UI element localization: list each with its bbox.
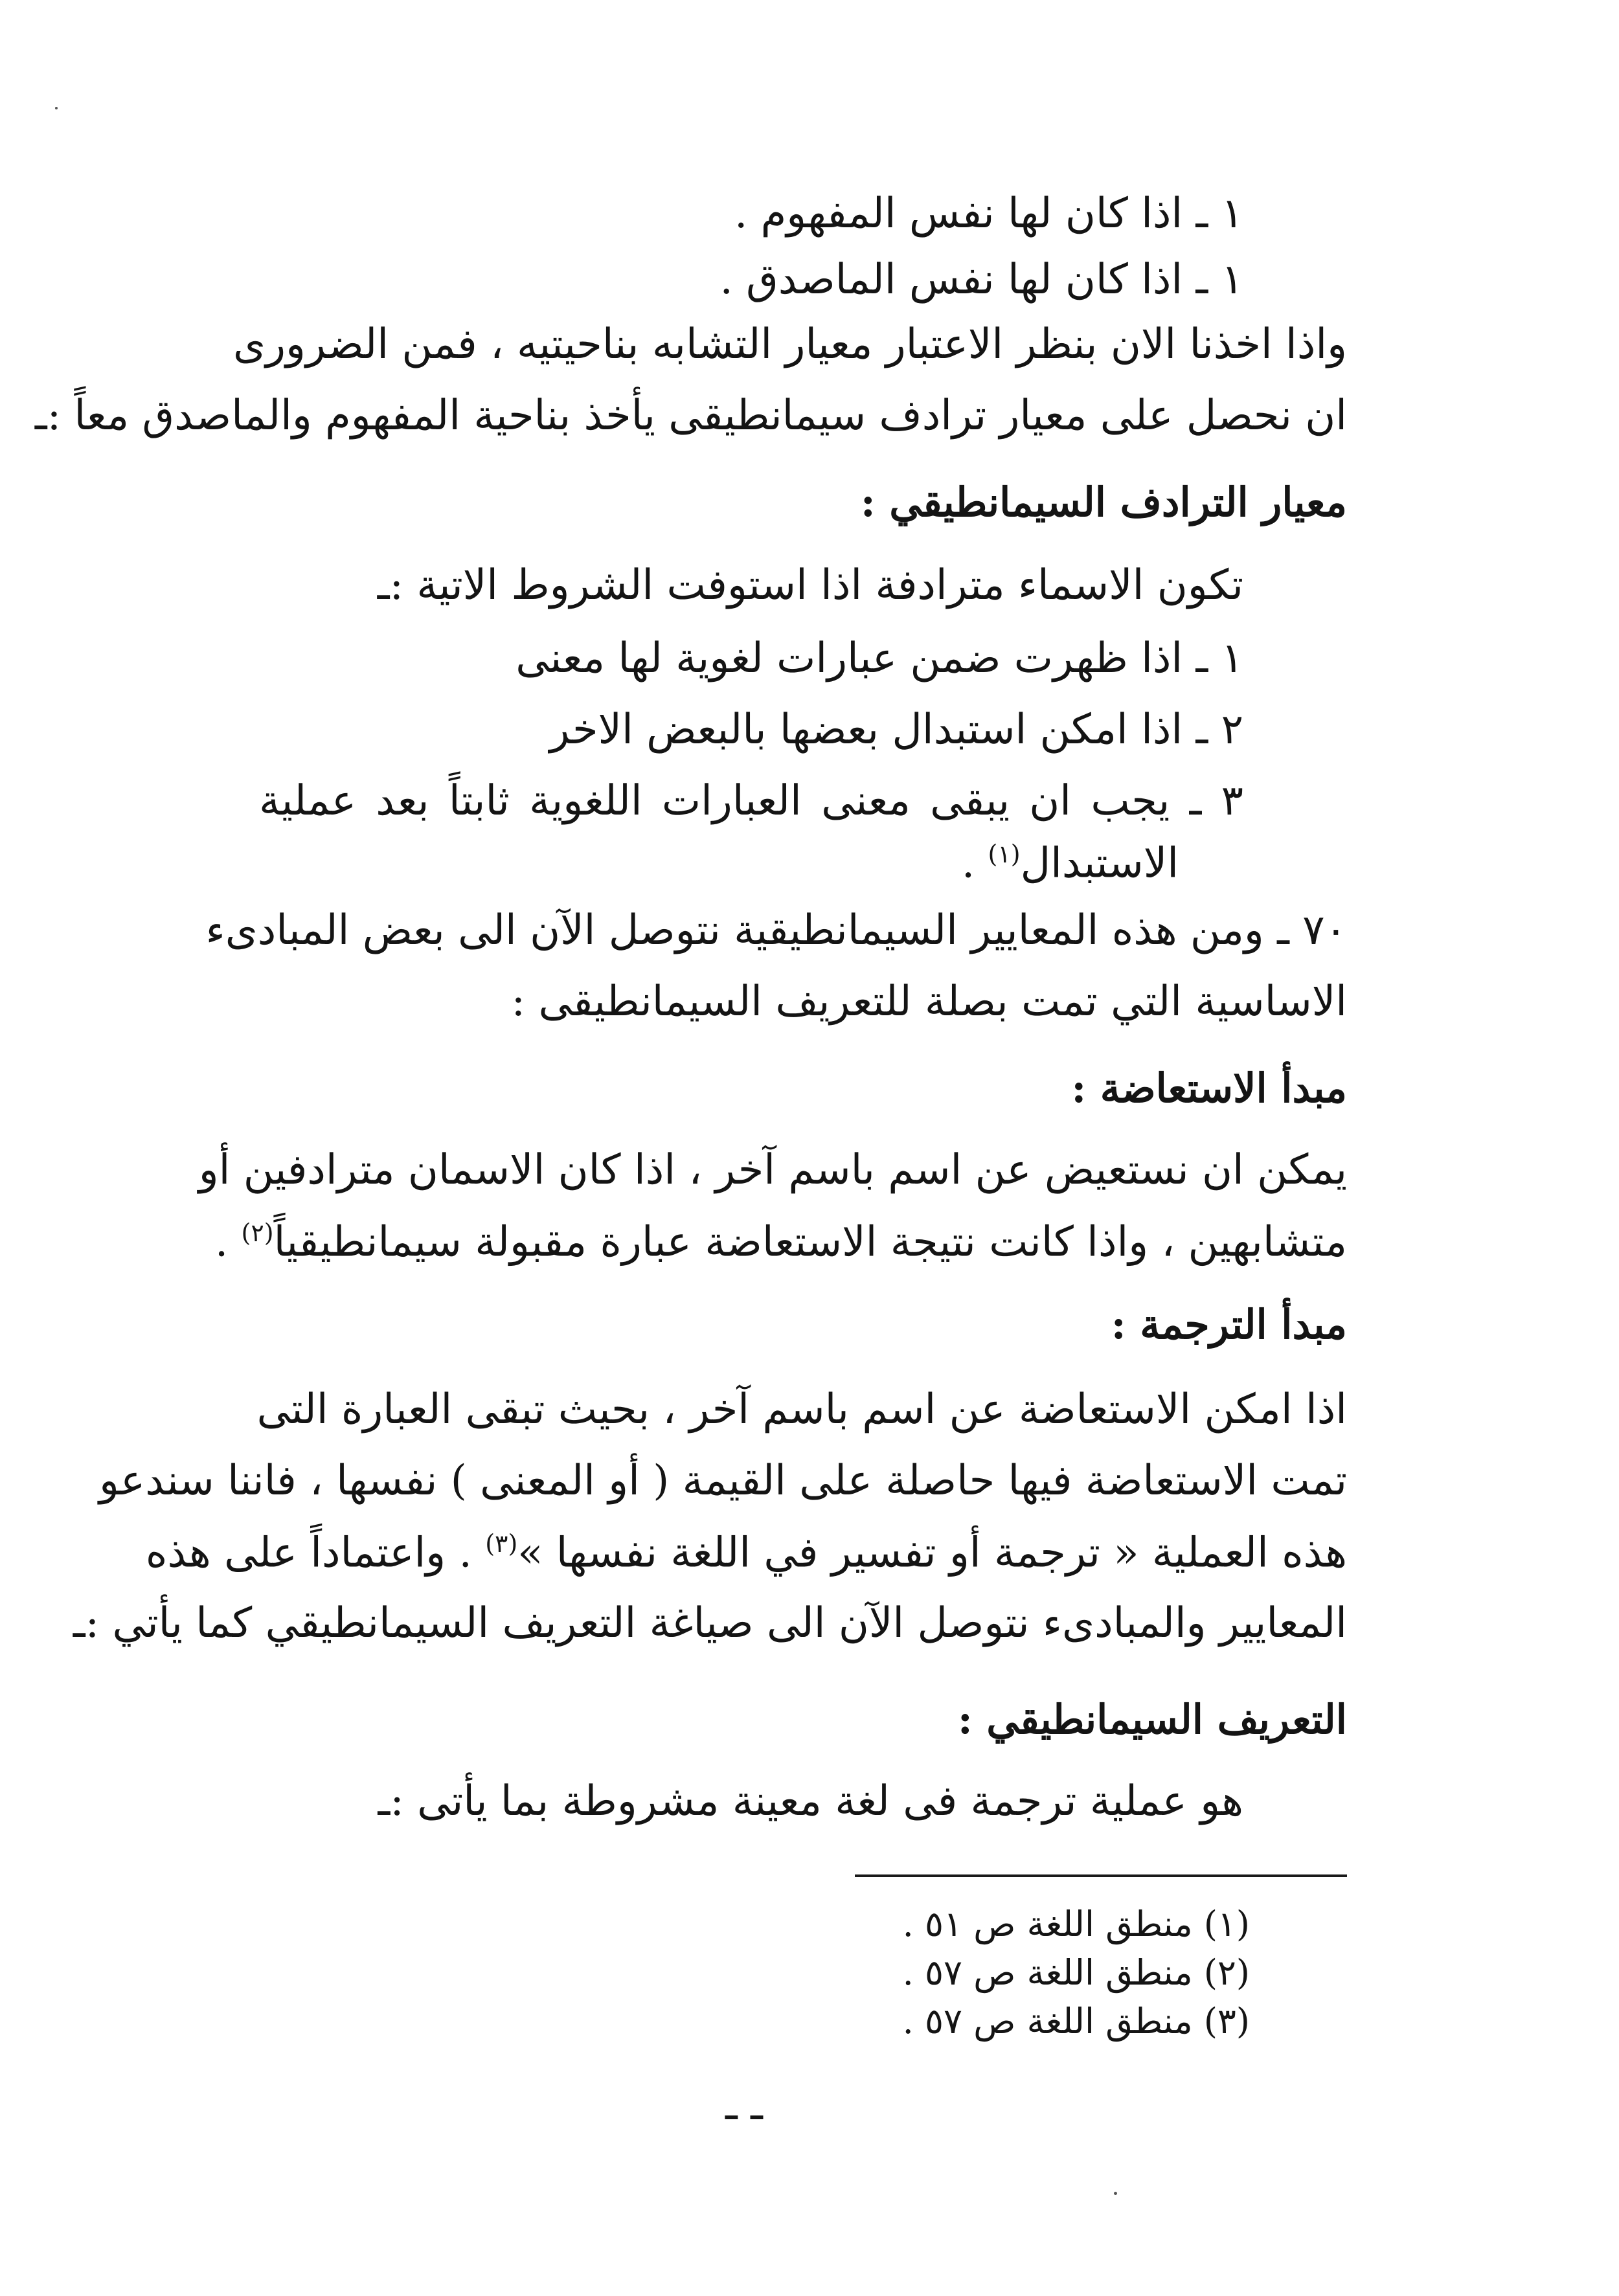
footnote-ref-1: (١) — [988, 840, 1021, 868]
text-line-12: الاساسية التي تمت بصلة للتعريف السيمانطيقى : — [511, 978, 1347, 1026]
text-line-10 — [961, 839, 1179, 888]
heading-semantic-definition: التعريف السيمانطيقي : — [957, 1696, 1347, 1743]
heading-substitution-principle: مبدأ الاستعاضة : — [1071, 1064, 1347, 1112]
footnote-rule — [855, 1874, 1347, 1877]
heading-synonymy-criterion: معيار الترادف السيمانطيقي : — [860, 478, 1347, 526]
text-line-17: اذا امكن الاستعاضة عن اسم باسم آخر ، بحيث تبقى العبارة التى — [256, 1386, 1347, 1434]
text-line-7: ١ ـ اذا ظهرت ضمن عبارات لغوية لها معنى — [515, 635, 1243, 682]
text-line-8: ٢ ـ اذا امكن استبدال بعضها بالبعض الاخر — [549, 706, 1243, 754]
text-line-4: ان نحصل على معيار ترادف سيمانطيقى يأخذ بناحية المفهوم والماصدق معاً :ـ — [34, 392, 1347, 440]
scan-speck — [1114, 2192, 1117, 2195]
text-line-14: يمكن ان نستعيض عن اسم باسم آخر ، اذا كان الاسمان مترادفين أو — [198, 1146, 1347, 1194]
heading-translation-principle: مبدأ الترجمة : — [1111, 1301, 1347, 1348]
text-line-2: ١ ـ اذا كان لها نفس الماصدق . — [719, 256, 1243, 304]
footnote-ref-3: (٣) — [485, 1529, 518, 1558]
text-fragment: . — [214, 1218, 242, 1266]
text-fragment: . واعتماداً على هذه — [145, 1529, 486, 1577]
text-line-18: تمت الاستعاضة فيها حاصلة على القيمة ( أو المعنى ) نفسها ، فاننا سندعو — [98, 1457, 1347, 1505]
text-line-3: واذا اخذنا الان بنظر الاعتبار معيار التشابه بناحيتيه ، فمن الضرورى — [233, 321, 1347, 368]
text-line-19 — [145, 1529, 1347, 1577]
footnote-3: (٣) منطق اللغة ص ٥٧ . — [902, 2001, 1250, 2042]
footnote-1: (١) منطق اللغة ص ٥١ . — [902, 1904, 1250, 1944]
text-fragment: الاستبدال — [1020, 839, 1179, 888]
text-line-11: ٧٠ ـ ومن هذه المعايير السيمانطيقية نتوصل الآن الى بعض المبادىء — [205, 906, 1347, 954]
footnote-ref-2: (٢) — [241, 1219, 274, 1247]
text-line-22: هو عملية ترجمة فى لغة معينة مشروطة بما يأتى :ـ — [378, 1777, 1243, 1825]
footnote-2: (٢) منطق اللغة ص ٥٧ . — [902, 1952, 1250, 1993]
text-line-6: تكون الاسماء مترادفة اذا استوفت الشروط الاتية :ـ — [377, 561, 1243, 609]
text-line-9: ٣ ـ يجب ان يبقى معنى العبارات اللغوية ثابتاً بعد عملية — [259, 777, 1243, 825]
text-line-15 — [214, 1218, 1347, 1266]
scan-speck — [55, 107, 58, 109]
text-line-1: ١ ـ اذا كان لها نفس المفهوم . — [734, 190, 1243, 238]
page-mark: ـ ـ — [725, 2082, 763, 2130]
text-fragment: متشابهين ، واذا كانت نتيجة الاستعاضة عبارة مقبولة سيمانطيقياً — [273, 1218, 1347, 1266]
text-fragment: . — [961, 839, 988, 888]
text-line-20: المعايير والمبادىء نتوصل الآن الى صياغة التعريف السيمانطيقي كما يأتي :ـ — [73, 1599, 1347, 1647]
text-fragment: هذه العملية « ترجمة أو تفسير في اللغة نفسها » — [517, 1529, 1347, 1577]
